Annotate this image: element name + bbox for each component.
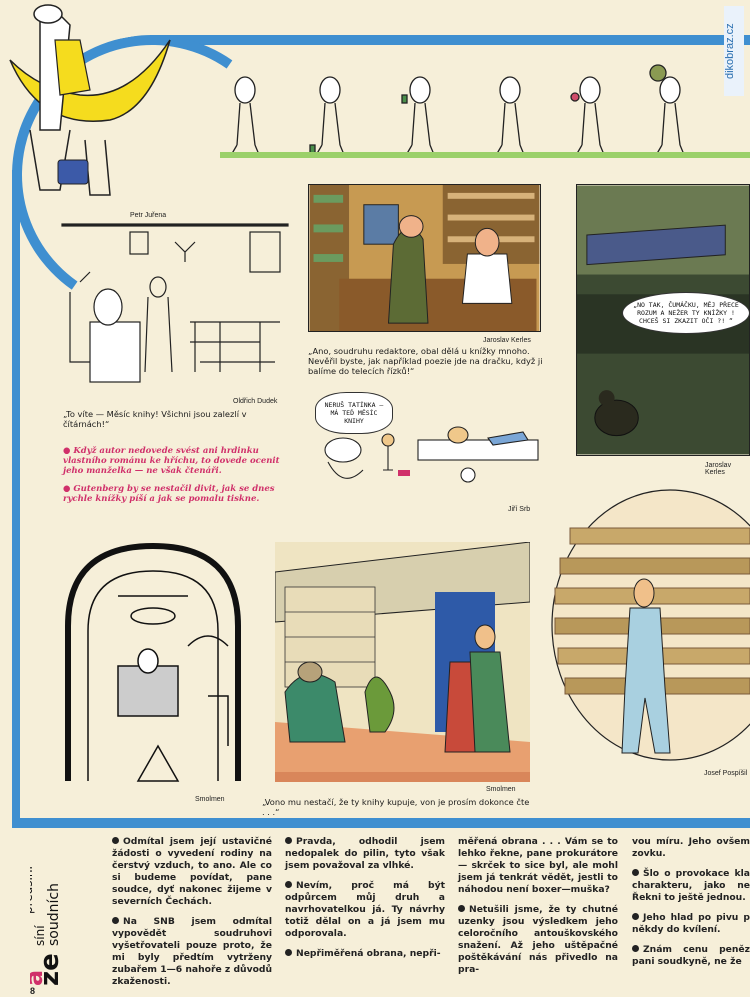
paragraph: Nepřiměřená obrana, nepři- bbox=[296, 948, 441, 959]
bullet-icon bbox=[458, 905, 465, 912]
armchair-arch-cartoon bbox=[58, 536, 258, 786]
bullet-icon bbox=[285, 881, 292, 888]
speech-bubble: „NO TAK, ČUMÁČKU, MĚJ PŘECE ROZUM A NEŽER TY KNÍŽKY ! CHCEŠ SI ZKAZIT OČI ?! “ bbox=[622, 292, 750, 334]
aphorism: ● Když autor nedovede svést ani hrdinku vlastního románu ke hříchu, to dovede ocenit jeho manželka — ne však čtenáři. bbox=[63, 446, 280, 476]
cafe-cartoon bbox=[60, 222, 290, 392]
artist-credit: Jaroslav Kerles bbox=[483, 337, 531, 344]
paragraph: Netušili jsme, že ty chutné uzenky jsou výsledkem jeho celoročního antouškovského snažení. Až jeho uštěpačné poštěkávání nás přivedlo na pra- bbox=[458, 904, 618, 975]
text-column-1 bbox=[112, 836, 272, 996]
paragraph: Jeho hlad po pivu p někdy do kvílení. bbox=[632, 912, 750, 935]
blue-frame-left bbox=[12, 170, 20, 820]
paragraph: Pravda, odhodil jsem nedopalek do pilin, tyto však jsem považoval za vlhké. bbox=[285, 836, 445, 871]
paragraph: měřená obrana . . . Vám se to lehko řekne, pane prokurátore — skrček to sice byl, ale mohl jsem já tenkrát vědět, jestli to náhodou není boxer—muška? bbox=[458, 836, 618, 895]
speech-bubble: NERUŠ TATÍNKA — MÁ TEĎ MĚSÍC KNIHY bbox=[315, 392, 393, 434]
moon-man-illustration bbox=[0, 0, 180, 200]
artist-credit: Petr Juřena bbox=[130, 212, 167, 219]
bullet-icon bbox=[112, 837, 119, 844]
artist-credit: Josef Pospíšil bbox=[704, 770, 748, 777]
watermark-text[interactable]: dikobraz.cz bbox=[724, 6, 744, 96]
blue-frame-top bbox=[150, 35, 750, 45]
section-title-line1: soudních bbox=[46, 883, 62, 946]
bookshelf-oval-cartoon bbox=[550, 488, 750, 763]
section-title-line3: předsíní bbox=[30, 866, 35, 914]
section-title bbox=[30, 836, 68, 986]
bullet-icon bbox=[112, 917, 119, 924]
paragraph: vou míru. Jeho ovšem zovku. bbox=[632, 836, 750, 859]
paragraph: Odmítal jsem její ustavičné žádosti o vyvedení rodiny na čerstvý vzduch, to ano. Ale co si budeme povídat, pane soudce, dyť nakonec žijeme v severních Čechách. bbox=[112, 836, 272, 907]
artist-credit: Oldřich Dudek bbox=[233, 398, 278, 405]
paragraph: Nevím, proč má být odpůrcem můj druh a navrhovatelkou já. Ty návrhy totiž dělal on a já jsem mu odporovala. bbox=[285, 880, 445, 939]
paragraph: Na SNB jsem odmítal vypovědět soudruhovi vyšetřovateli pouze proto, že mi byly předtím vytrženy zubařem 1—6 nahoře z důvodů zkaženosti. bbox=[112, 916, 273, 987]
blue-frame-bottom bbox=[12, 818, 750, 828]
aphorism: ● Gutenberg by se nestačil divit, jak se dnes rychle knížky píší a jak se pomalu tiskne. bbox=[63, 484, 275, 504]
top-comic-strip bbox=[220, 60, 750, 170]
bullet-icon bbox=[285, 837, 292, 844]
library-office-cartoon bbox=[308, 184, 541, 332]
text-column-4 bbox=[632, 836, 750, 996]
text-column-2 bbox=[285, 836, 445, 968]
section-title-ze: ze bbox=[35, 953, 65, 986]
cartoon-caption: „Ano, soudruhu redaktore, obal dělá u knížky mnoho. Nevěřil byste, jak například poezie jde na dračku, když ji balíme do telecích řízků!“ bbox=[308, 346, 543, 376]
artist-credit: Jiří Srb bbox=[508, 506, 531, 513]
bullet-icon bbox=[632, 913, 639, 920]
artist-credit: Smolmen bbox=[195, 796, 225, 803]
bullet-icon bbox=[632, 945, 639, 952]
bullet-icon bbox=[285, 949, 292, 956]
cartoon-caption: „To víte — Měsíc knihy! Všichni jsou zalezlí v čítárnách!“ bbox=[63, 409, 247, 429]
section-title-line2: síní bbox=[33, 925, 47, 946]
text-column-3 bbox=[458, 836, 618, 984]
paragraph: Šlo o provokace kla charakteru, jako ne Řekni to ještě jednou. bbox=[632, 868, 750, 903]
cartoon-caption: „Vono mu nestačí, že ty knihy kupuje, von je prosím dokonce čte . . .“ bbox=[262, 797, 530, 817]
artist-credit: Smolmen bbox=[486, 786, 516, 793]
paragraph: Znám cenu peněz pani soudkyně, ne že bbox=[632, 944, 750, 967]
library-reading-cartoon bbox=[275, 542, 530, 782]
artist-credit: Jaroslav Kerles bbox=[705, 462, 732, 476]
bullet-icon bbox=[632, 869, 639, 876]
page-number: 8 bbox=[30, 986, 36, 996]
section-title-a bbox=[30, 970, 48, 986]
